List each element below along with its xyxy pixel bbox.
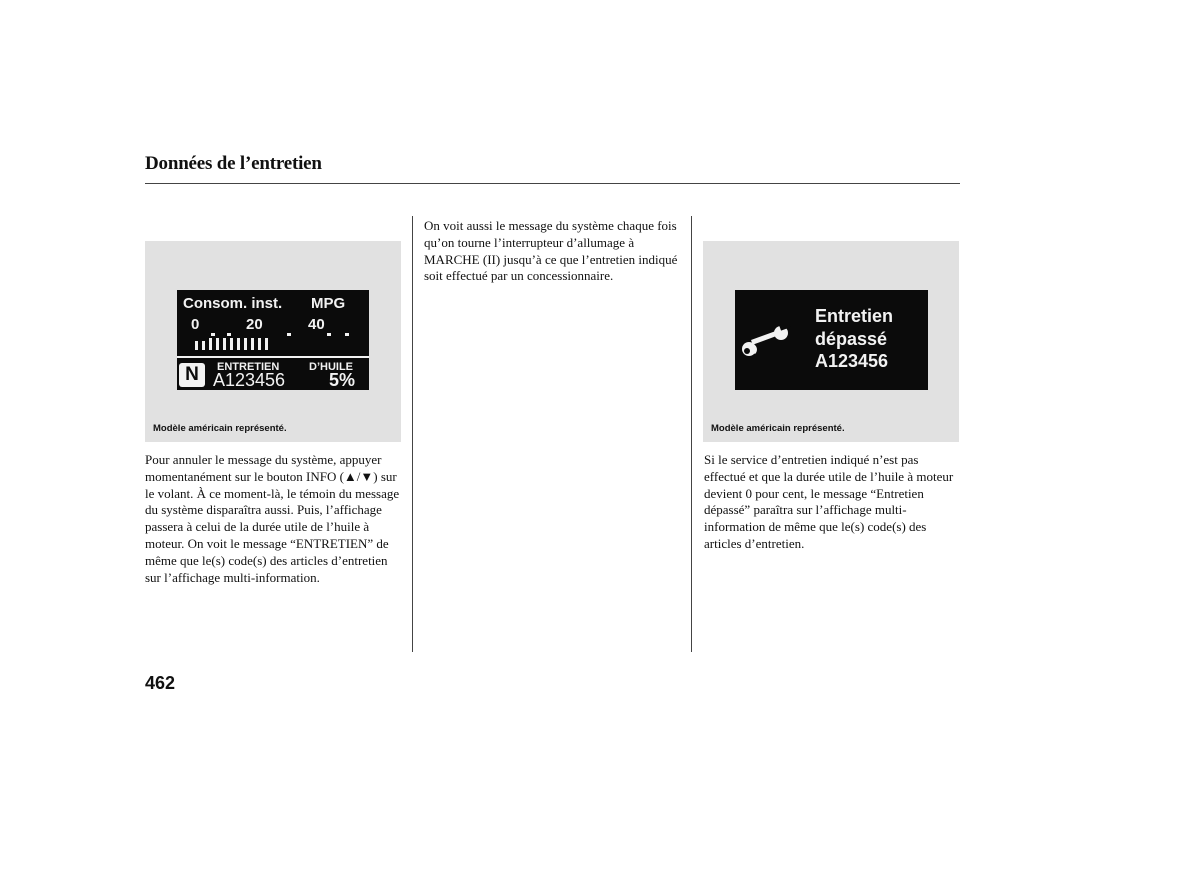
multi-info-display (177, 290, 369, 390)
middle-paragraph: On voit aussi le message du système chaque fois qu’on tourne l’interrupteur d’allumage à MARCHE (II) jusqu’à ce que l’entretien indiqué soit effectué par un concessionnaire. (424, 218, 678, 284)
page-heading: Données de l’entretien (145, 153, 322, 174)
bar-segment (237, 338, 240, 350)
gear-indicator: N (179, 363, 205, 387)
middle-column-text (424, 218, 682, 285)
display-line-3: A123456 (815, 351, 889, 371)
right-paragraph: Si le service d’entretien indiqué n’est pas effectué et que la durée utile de l’huile à moteur devient 0 pour cent, le message “Entretien dépassé” paraîtra sur l’affichage multi-information de même que le(s) code(s) des articles d’entretien. (704, 452, 954, 551)
scale-label-40: 40 (308, 316, 325, 333)
bar-segment (258, 338, 261, 350)
display-line-2: dépassé (815, 329, 888, 349)
left-paragraph: Pour annuler le message du système, appuyer momentanément sur le bouton INFO (▲/▼) sur le volant. À ce moment-là, le témoin du message du système disparaîtra aussi. Puis, l’affichage passera à celui de la durée utile de l’huile à moteur. On voit le message “ENTRETIEN” de même que le(s) code(s) des articles d’entretien sur l’affichage multi-information. (145, 452, 400, 585)
maintenance-due-display (735, 290, 928, 390)
heading-rule (145, 183, 960, 184)
column-divider-left (412, 216, 413, 652)
oil-label: D’HUILE (309, 361, 353, 373)
bar-segment (265, 338, 268, 350)
bar-segment (251, 338, 254, 350)
bar-segment (223, 338, 226, 350)
display-separator (177, 356, 369, 358)
column-divider-right (691, 216, 692, 652)
figure-left (145, 241, 401, 442)
figure-caption: Modèle américain représenté. (153, 423, 287, 434)
scale-label-20: 20 (246, 316, 263, 333)
bar-segment (202, 341, 205, 350)
maintenance-codes: A123456 (213, 370, 286, 390)
bar-segment (216, 338, 219, 350)
bar-segment (244, 338, 247, 350)
bar-segment (209, 338, 212, 350)
display-line-1: Entretien (815, 306, 894, 326)
maintenance-label: ENTRETIEN (217, 361, 280, 373)
wrench-icon (741, 324, 791, 363)
display-unit: MPG (311, 295, 346, 312)
figure-right (703, 241, 959, 442)
oil-life-percent: 5% (329, 370, 356, 390)
consumption-bar-graph (195, 338, 335, 350)
bar-segment (230, 338, 233, 350)
scale-label-0: 0 (191, 316, 200, 333)
left-column-text (145, 452, 400, 586)
right-column-text (704, 452, 960, 553)
page-number: 462 (145, 673, 176, 693)
bar-segment (195, 341, 198, 350)
figure-caption: Modèle américain représenté. (711, 423, 845, 434)
display-title: Consom. inst. (183, 295, 283, 312)
